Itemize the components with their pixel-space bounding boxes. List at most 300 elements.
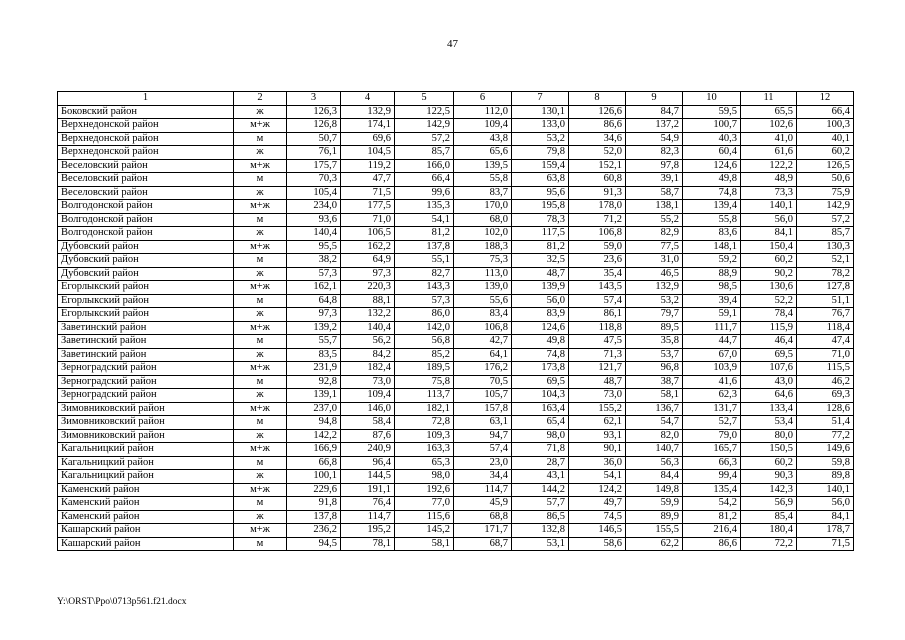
column-header-2: 2 [234,92,287,106]
value-cell: 142,2 [287,429,341,443]
value-cell: 133,4 [741,402,797,416]
value-cell: 139,9 [512,281,569,295]
value-cell: 97,3 [287,308,341,322]
sex-cell: м [234,375,287,389]
value-cell: 59,9 [626,497,683,511]
value-cell: 64,8 [287,294,341,308]
value-cell: 31,0 [626,254,683,268]
column-header-9: 9 [626,92,683,106]
value-cell: 38,2 [287,254,341,268]
value-cell: 176,2 [454,362,512,376]
value-cell: 98,0 [512,429,569,443]
value-cell: 127,8 [797,281,854,295]
value-cell: 142,3 [741,483,797,497]
district-cell: Верхнедонской район [58,119,234,133]
value-cell: 140,1 [797,483,854,497]
value-cell: 95,6 [512,186,569,200]
sex-cell: м [234,497,287,511]
value-cell: 139,2 [287,321,341,335]
value-cell: 59,0 [569,240,626,254]
value-cell: 59,1 [683,308,741,322]
value-cell: 50,6 [797,173,854,187]
value-cell: 115,9 [741,321,797,335]
value-cell: 102,6 [741,119,797,133]
value-cell: 46,2 [797,375,854,389]
value-cell: 23,6 [569,254,626,268]
value-cell: 146,0 [341,402,395,416]
value-cell: 126,8 [287,119,341,133]
value-cell: 64,6 [741,389,797,403]
value-cell: 28,7 [512,456,569,470]
value-cell: 113,7 [395,389,454,403]
value-cell: 132,9 [341,105,395,119]
value-cell: 115,5 [797,362,854,376]
value-cell: 46,4 [741,335,797,349]
value-cell: 124,6 [683,159,741,173]
table-row [58,375,854,389]
value-cell: 68,0 [454,213,512,227]
value-cell: 90,2 [741,267,797,281]
value-cell: 137,8 [287,510,341,524]
value-cell: 78,4 [741,308,797,322]
value-cell: 86,6 [683,537,741,551]
table-row [58,362,854,376]
value-cell: 88,1 [341,294,395,308]
value-cell: 139,1 [287,389,341,403]
sex-cell: м+ж [234,524,287,538]
value-cell: 42,7 [454,335,512,349]
value-cell: 78,2 [797,267,854,281]
value-cell: 90,3 [741,470,797,484]
value-cell: 52,0 [569,146,626,160]
value-cell: 122,5 [395,105,454,119]
value-cell: 55,1 [395,254,454,268]
column-header-5: 5 [395,92,454,106]
value-cell: 234,0 [287,200,341,214]
value-cell: 59,8 [797,456,854,470]
value-cell: 52,7 [683,416,741,430]
value-cell: 83,5 [287,348,341,362]
value-cell: 74,5 [569,510,626,524]
value-cell: 56,2 [341,335,395,349]
value-cell: 79,8 [512,146,569,160]
value-cell: 119,2 [341,159,395,173]
value-cell: 94,7 [454,429,512,443]
value-cell: 83,9 [512,308,569,322]
value-cell: 83,7 [454,186,512,200]
value-cell: 82,9 [626,227,683,241]
value-cell: 76,7 [797,308,854,322]
value-cell: 118,8 [569,321,626,335]
sex-cell: м [234,335,287,349]
value-cell: 140,4 [287,227,341,241]
table-row [58,497,854,511]
column-header-4: 4 [341,92,395,106]
value-cell: 150,5 [741,443,797,457]
value-cell: 54,7 [626,416,683,430]
value-cell: 231,9 [287,362,341,376]
value-cell: 90,1 [569,443,626,457]
table-row [58,173,854,187]
value-cell: 49,8 [683,173,741,187]
value-cell: 36,0 [569,456,626,470]
value-cell: 55,7 [287,335,341,349]
value-cell: 84,2 [341,348,395,362]
value-cell: 94,5 [287,537,341,551]
value-cell: 155,2 [569,402,626,416]
value-cell: 89,8 [797,470,854,484]
district-cell: Зерноградский район [58,362,234,376]
value-cell: 63,8 [512,173,569,187]
value-cell: 50,7 [287,132,341,146]
value-cell: 175,7 [287,159,341,173]
value-cell: 49,7 [569,497,626,511]
value-cell: 93,1 [569,429,626,443]
value-cell: 99,6 [395,186,454,200]
sex-cell: ж [234,389,287,403]
value-cell: 140,1 [741,200,797,214]
value-cell: 115,6 [395,510,454,524]
table-row [58,510,854,524]
value-cell: 59,5 [683,105,741,119]
value-cell: 58,7 [626,186,683,200]
value-cell: 57,2 [395,132,454,146]
value-cell: 102,0 [454,227,512,241]
value-cell: 117,5 [512,227,569,241]
district-cell: Зерноградский район [58,375,234,389]
value-cell: 96,4 [341,456,395,470]
value-cell: 71,5 [797,537,854,551]
value-cell: 98,5 [683,281,741,295]
value-cell: 178,7 [797,524,854,538]
value-cell: 86,5 [512,510,569,524]
value-cell: 71,3 [569,348,626,362]
value-cell: 86,0 [395,308,454,322]
value-cell: 166,9 [287,443,341,457]
value-cell: 91,8 [287,497,341,511]
value-cell: 39,1 [626,173,683,187]
value-cell: 107,6 [741,362,797,376]
value-cell: 188,3 [454,240,512,254]
value-cell: 79,7 [626,308,683,322]
value-cell: 66,4 [797,105,854,119]
table-row [58,240,854,254]
value-cell: 51,4 [797,416,854,430]
value-cell: 85,7 [797,227,854,241]
value-cell: 104,3 [512,389,569,403]
value-cell: 45,9 [454,497,512,511]
value-cell: 93,6 [287,213,341,227]
table-row [58,227,854,241]
value-cell: 71,5 [341,186,395,200]
district-cell: Зимовниковский район [58,429,234,443]
district-cell: Волгодонской район [58,200,234,214]
table-row [58,281,854,295]
sex-cell: м [234,416,287,430]
value-cell: 89,9 [626,510,683,524]
value-cell: 60,2 [797,146,854,160]
value-cell: 139,5 [454,159,512,173]
table-row [58,132,854,146]
value-cell: 69,5 [741,348,797,362]
value-cell: 126,3 [287,105,341,119]
column-header-3: 3 [287,92,341,106]
value-cell: 46,5 [626,267,683,281]
value-cell: 150,4 [741,240,797,254]
value-cell: 69,3 [797,389,854,403]
sex-cell: м+ж [234,362,287,376]
value-cell: 130,6 [741,281,797,295]
value-cell: 79,0 [683,429,741,443]
file-path-footer: Y:\ORST\Ppo\0713p561.f21.docx [57,597,187,607]
value-cell: 75,3 [454,254,512,268]
value-cell: 104,5 [341,146,395,160]
table-row [58,456,854,470]
value-cell: 140,4 [341,321,395,335]
value-cell: 138,1 [626,200,683,214]
table-row [58,254,854,268]
value-cell: 53,2 [626,294,683,308]
value-cell: 163,4 [512,402,569,416]
value-cell: 100,3 [797,119,854,133]
district-cell: Веселовский район [58,173,234,187]
value-cell: 70,3 [287,173,341,187]
table-row [58,105,854,119]
table-row [58,429,854,443]
value-cell: 157,8 [454,402,512,416]
value-cell: 132,9 [626,281,683,295]
value-cell: 114,7 [454,483,512,497]
value-cell: 64,1 [454,348,512,362]
value-cell: 52,1 [797,254,854,268]
value-cell: 142,9 [797,200,854,214]
district-cell: Егорлыкский район [58,281,234,295]
value-cell: 47,4 [797,335,854,349]
value-cell: 146,5 [569,524,626,538]
value-cell: 74,8 [683,186,741,200]
value-cell: 23,0 [454,456,512,470]
value-cell: 159,4 [512,159,569,173]
value-cell: 81,2 [395,227,454,241]
table-row [58,389,854,403]
value-cell: 65,6 [454,146,512,160]
value-cell: 82,3 [626,146,683,160]
value-cell: 81,2 [512,240,569,254]
value-cell: 80,0 [741,429,797,443]
value-cell: 78,3 [512,213,569,227]
value-cell: 64,9 [341,254,395,268]
sex-cell: м+ж [234,483,287,497]
district-cell: Кагальницкий район [58,470,234,484]
value-cell: 56,9 [741,497,797,511]
sex-cell: ж [234,105,287,119]
value-cell: 53,4 [741,416,797,430]
value-cell: 189,5 [395,362,454,376]
value-cell: 57,4 [454,443,512,457]
value-cell: 178,0 [569,200,626,214]
value-cell: 105,4 [287,186,341,200]
value-cell: 48,7 [512,267,569,281]
value-cell: 140,7 [626,443,683,457]
value-cell: 71,0 [797,348,854,362]
value-cell: 137,2 [626,119,683,133]
value-cell: 65,5 [741,105,797,119]
sex-cell: м+ж [234,321,287,335]
district-cell: Кагальницкий район [58,443,234,457]
value-cell: 56,8 [395,335,454,349]
value-cell: 237,0 [287,402,341,416]
value-cell: 106,5 [341,227,395,241]
value-cell: 58,1 [626,389,683,403]
value-cell: 77,0 [395,497,454,511]
value-cell: 56,0 [741,213,797,227]
sex-cell: ж [234,348,287,362]
value-cell: 41,6 [683,375,741,389]
sex-cell: м [234,132,287,146]
value-cell: 144,5 [341,470,395,484]
value-cell: 114,7 [341,510,395,524]
value-cell: 63,1 [454,416,512,430]
sex-cell: м+ж [234,443,287,457]
value-cell: 148,1 [683,240,741,254]
value-cell: 170,0 [454,200,512,214]
value-cell: 67,0 [683,348,741,362]
value-cell: 47,5 [569,335,626,349]
column-header-8: 8 [569,92,626,106]
column-header-1: 1 [58,92,234,106]
value-cell: 94,8 [287,416,341,430]
district-cell: Егорлыкский район [58,308,234,322]
value-cell: 54,2 [683,497,741,511]
sex-cell: ж [234,470,287,484]
table-row [58,443,854,457]
sex-cell: м [234,213,287,227]
value-cell: 174,1 [341,119,395,133]
value-cell: 66,3 [683,456,741,470]
sex-cell: м [234,456,287,470]
value-cell: 121,7 [569,362,626,376]
value-cell: 87,6 [341,429,395,443]
district-cell: Каменский район [58,483,234,497]
value-cell: 85,7 [395,146,454,160]
value-cell: 44,7 [683,335,741,349]
value-cell: 39,4 [683,294,741,308]
value-cell: 61,6 [741,146,797,160]
table-row [58,321,854,335]
value-cell: 60,4 [683,146,741,160]
value-cell: 73,3 [741,186,797,200]
sex-cell: м+ж [234,281,287,295]
value-cell: 149,8 [626,483,683,497]
sex-cell: м+ж [234,159,287,173]
table-row [58,470,854,484]
sex-cell: м [234,294,287,308]
value-cell: 32,5 [512,254,569,268]
column-header-6: 6 [454,92,512,106]
value-cell: 86,6 [569,119,626,133]
value-cell: 72,2 [741,537,797,551]
value-cell: 43,0 [741,375,797,389]
value-cell: 53,7 [626,348,683,362]
value-cell: 49,8 [512,335,569,349]
value-cell: 60,8 [569,173,626,187]
value-cell: 155,5 [626,524,683,538]
value-cell: 163,3 [395,443,454,457]
value-cell: 236,2 [287,524,341,538]
sex-cell: ж [234,186,287,200]
value-cell: 82,7 [395,267,454,281]
value-cell: 152,1 [569,159,626,173]
value-cell: 143,5 [569,281,626,295]
district-cell: Дубовский район [58,254,234,268]
sex-cell: м+ж [234,200,287,214]
value-cell: 54,9 [626,132,683,146]
value-cell: 76,4 [341,497,395,511]
district-cell: Дубовский район [58,267,234,281]
value-cell: 82,0 [626,429,683,443]
sex-cell: ж [234,308,287,322]
value-cell: 103,9 [683,362,741,376]
value-cell: 77,2 [797,429,854,443]
value-cell: 48,7 [569,375,626,389]
value-cell: 126,6 [569,105,626,119]
value-cell: 56,0 [797,497,854,511]
value-cell: 57,7 [512,497,569,511]
table-row [58,119,854,133]
value-cell: 81,2 [683,510,741,524]
sex-cell: м [234,537,287,551]
table-row [58,308,854,322]
sex-cell: м+ж [234,119,287,133]
value-cell: 126,5 [797,159,854,173]
value-cell: 124,6 [512,321,569,335]
value-cell: 53,1 [512,537,569,551]
value-cell: 99,4 [683,470,741,484]
district-cell: Волгодонской район [58,213,234,227]
district-cell: Веселовский район [58,186,234,200]
value-cell: 85,4 [741,510,797,524]
value-cell: 51,1 [797,294,854,308]
value-cell: 65,4 [512,416,569,430]
value-cell: 83,6 [683,227,741,241]
value-cell: 77,5 [626,240,683,254]
table-row [58,524,854,538]
value-cell: 122,2 [741,159,797,173]
value-cell: 58,1 [395,537,454,551]
value-cell: 139,4 [683,200,741,214]
table-row [58,402,854,416]
table-row [58,335,854,349]
value-cell: 74,8 [512,348,569,362]
sex-cell: ж [234,510,287,524]
sex-cell: м+ж [234,402,287,416]
value-cell: 40,3 [683,132,741,146]
value-cell: 105,7 [454,389,512,403]
value-cell: 34,4 [454,470,512,484]
value-cell: 216,4 [683,524,741,538]
table-row [58,348,854,362]
value-cell: 83,4 [454,308,512,322]
value-cell: 52,2 [741,294,797,308]
value-cell: 124,2 [569,483,626,497]
value-cell: 130,3 [797,240,854,254]
value-cell: 131,7 [683,402,741,416]
value-cell: 62,3 [683,389,741,403]
value-cell: 35,4 [569,267,626,281]
sex-cell: м [234,173,287,187]
value-cell: 59,2 [683,254,741,268]
value-cell: 41,0 [741,132,797,146]
